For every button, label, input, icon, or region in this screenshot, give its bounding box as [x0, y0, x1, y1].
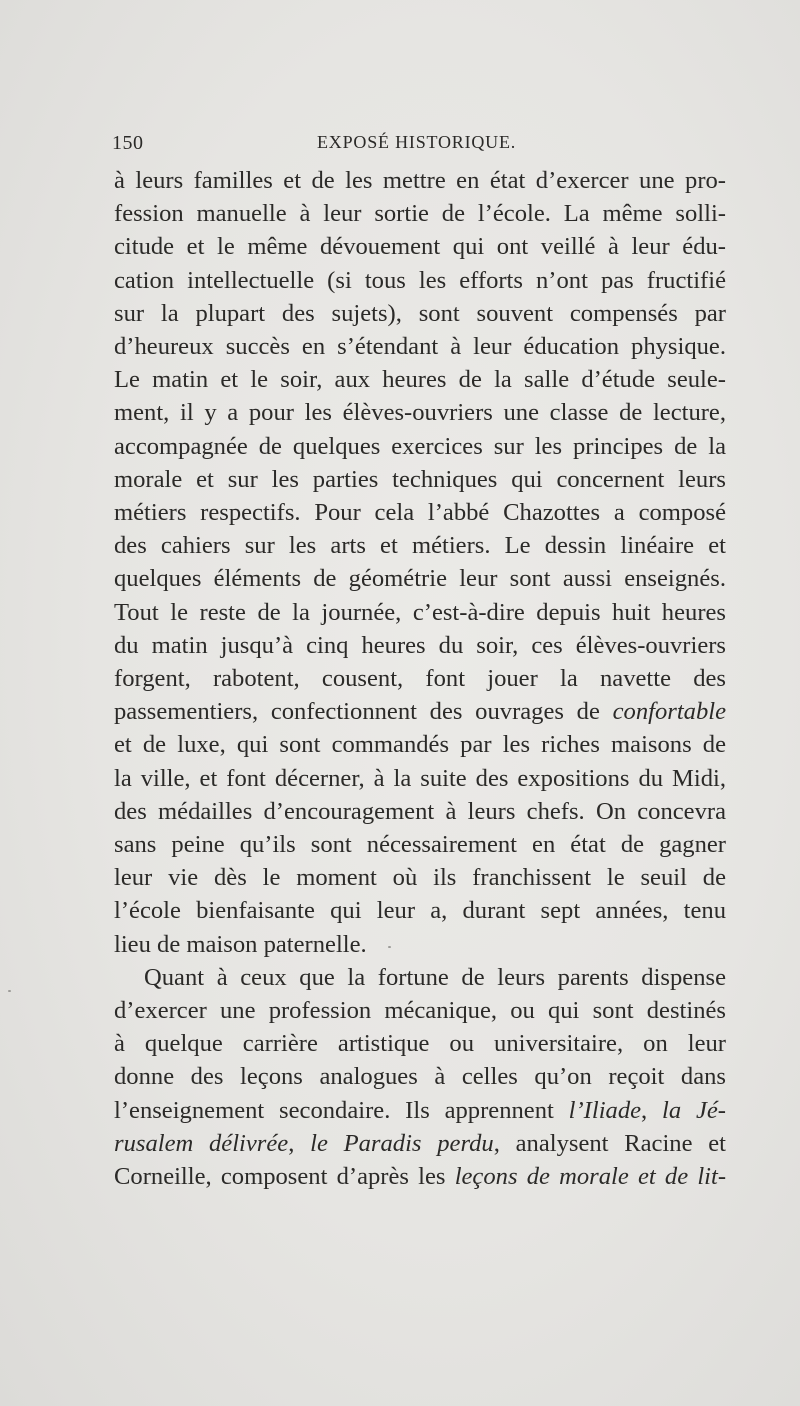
- text-line: et de luxe, qui sont commandés par les riches maisons de: [114, 731, 726, 759]
- paper-speck: [8, 990, 11, 992]
- text-line-indented: Quant à ceux que la fortune de leurs parents dispense: [144, 963, 726, 991]
- text-line: lieu de maison paternelle.: [114, 930, 367, 958]
- italic-title: le Paradis perdu: [310, 1129, 494, 1157]
- text-line: sur la plupart des sujets), sont souvent compensés par: [114, 299, 726, 327]
- text-line-with-italic: [114, 1094, 726, 1127]
- text-line: d’exercer une profession mécanique, ou qui sont destinés: [114, 997, 726, 1025]
- text-line: forgent, rabotent, cousent, font jouer la navette des: [114, 665, 726, 693]
- italic-title: rusalem délivrée: [114, 1129, 289, 1157]
- running-title: EXPOSÉ HISTORIQUE.: [317, 132, 517, 152]
- text-line: Tout le reste de la journée, c’est-à-dire depuis huit heures: [114, 598, 726, 626]
- italic-title: la Jé-: [662, 1096, 726, 1124]
- text-line: cation intellectuelle (si tous les efforts n’ont pas fructifié: [114, 266, 726, 294]
- page-number: 150: [112, 132, 144, 154]
- text-line: d’heureux succès en s’étendant à leur éducation physique.: [114, 333, 726, 361]
- text-line: citude et le même dévouement qui ont veillé à leur édu-: [114, 233, 726, 261]
- text-line: quelques éléments de géométrie leur sont aussi enseignés.: [114, 565, 726, 593]
- text-line: du matin jusqu’à cinq heures du soir, ces élèves-ouvriers: [114, 631, 726, 659]
- text-line: accompagnée de quelques exercices sur les principes de la: [114, 432, 726, 460]
- page-header: [112, 132, 724, 160]
- italic-phrase: leçons de morale et de lit-: [454, 1163, 727, 1191]
- text-line: l’école bienfaisante qui leur a, durant sept années, tenu: [114, 897, 726, 925]
- text-line: à leurs familles et de les mettre en état d’exercer une pro-: [114, 167, 726, 194]
- text-line: à quelque carrière artistique ou universitaire, on leur: [114, 1030, 726, 1058]
- paragraph-2: [114, 961, 726, 1193]
- text-line: des médailles d’encouragement à leurs chefs. On concevra: [114, 797, 726, 825]
- paragraph-1: [114, 164, 726, 961]
- text-segment: , analysent Racine et: [493, 1129, 727, 1157]
- text-line: des cahiers sur les arts et métiers. Le dessin linéaire et: [114, 532, 726, 560]
- text-line: métiers respectifs. Pour cela l’abbé Chazottes a composé: [114, 499, 726, 527]
- text-segment: l’enseignement secondaire. Ils apprennent: [114, 1096, 569, 1124]
- text-segment: passementiers, confectionnent des ouvrages de: [114, 698, 613, 726]
- italic-word: confortable: [612, 698, 726, 726]
- text-line: Le matin et le soir, aux heures de la salle d’étude seule-: [114, 366, 726, 394]
- text-line-with-italic: [114, 1127, 726, 1160]
- text-line: fession manuelle à leur sortie de l’école. La même solli-: [114, 200, 726, 228]
- body-text: [114, 164, 726, 1193]
- text-line: la ville, et font décerner, à la suite des expositions du Midi,: [114, 764, 726, 792]
- text-segment: ,: [641, 1096, 663, 1124]
- text-line: morale et sur les parties techniques qui concernent leurs: [114, 465, 726, 493]
- text-line: leur vie dès le moment où ils franchissent le seuil de: [114, 864, 726, 892]
- text-segment: ,: [288, 1129, 311, 1157]
- text-line-with-italic: [114, 1160, 726, 1193]
- text-line: donne des leçons analogues à celles qu’on reçoit dans: [114, 1063, 726, 1091]
- text-line-with-italic: [114, 695, 726, 728]
- text-line: ment, il y a pour les élèves-ouvriers une classe de lecture,: [114, 399, 726, 427]
- paper-speck: [388, 946, 391, 948]
- text-segment: Corneille, composent d’après les: [114, 1163, 455, 1191]
- text-line: sans peine qu’ils sont nécessairement en état de gagner: [114, 831, 726, 859]
- italic-title: l’Iliade: [568, 1096, 642, 1124]
